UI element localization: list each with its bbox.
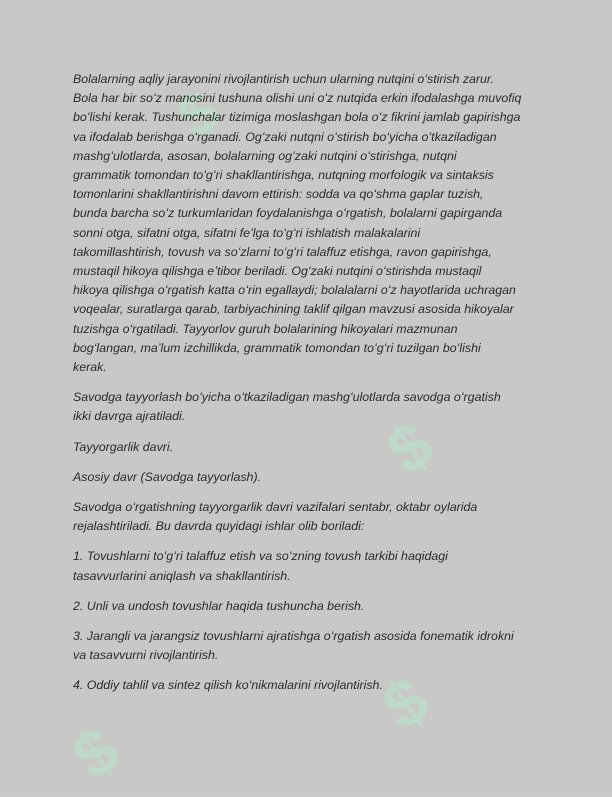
- text-line: tuzishga oʻrgatiladi. Tayyorlov guruh bolalarining hikoyalari mazmunan: [73, 321, 458, 336]
- paragraph-preparatory-period: [73, 438, 551, 457]
- text-line: rejalashtiriladi. Bu davrda quyidagi ishlar olib boriladi:: [73, 519, 365, 534]
- list-item-4: [73, 676, 551, 695]
- list-item-3: [73, 627, 551, 665]
- text-line: Asosiy davr (Savodga tayyorlash).: [73, 469, 262, 484]
- text-line: boʻlishi kerak. Tushunchalar tizimiga moslashgan bola oʻz fikrini jamlab gapirishga: [73, 110, 521, 125]
- text-line: Bolalarning aqliy jarayonini rivojlantirish uchun ularning nutqini oʻstirish zarur.: [73, 72, 495, 86]
- text-line: tasavvurlarini aniqlash va shakllantirish.: [73, 568, 291, 583]
- paragraph-main-period: [73, 468, 551, 487]
- text-line: grammatik tomondan toʻgʻri shakllantirishga, nutqning morfologik va sintaksis: [73, 168, 494, 183]
- text-line: va tasavvurni rivojlantirish.: [73, 648, 219, 663]
- text-line: ikki davrga ajratiladi.: [73, 409, 186, 424]
- paragraph-intro: [73, 70, 551, 377]
- paragraph-tasks: [73, 498, 551, 536]
- text-line: Bola har bir soʻz manosini tushuna olishi uni oʻz nutqida erkin ifodalashga muvofiq: [73, 91, 522, 106]
- text-line: 4. Oddiy tahlil va sintez qilish koʻnikmalarini rivojlantirish.: [73, 678, 383, 693]
- list-item-1: [73, 547, 551, 585]
- text-line: 3. Jarangli va jarangsiz tovushlarni ajratishga oʻrgatish asosida fonematik idrokni: [73, 629, 514, 644]
- text-line: voqealar, suratlarga qarab, tarbiyachining taklif qilgan mavzusi asosida hikoyalar: [73, 302, 514, 317]
- text-line: sonni otga, sifatni otga, sifatni feʻlga toʻgʻri ishlatish malakalarini: [73, 225, 421, 240]
- svg-text:$: $: [369, 662, 442, 744]
- list-item-2: [73, 597, 551, 616]
- text-line: takomillashtirish, tovush va soʻzlarni toʻgʻri talaffuz etishga, ravon gapirishga,: [73, 244, 492, 259]
- text-line: 2. Unli va undosh tovushlar haqida tushuncha berish.: [73, 598, 365, 613]
- svg-text:$: $: [59, 712, 132, 794]
- text-line: mustaqil hikoya qilishga eʼtibor beriladi. Ogʻzaki nutqini oʻstirishda mustaqil: [73, 264, 482, 279]
- text-line: va ifodalab berishga oʻrganadi. Ogʻzaki nutqni oʻstirish boʻyicha oʻtkaziladigan: [73, 129, 497, 144]
- text-line: mashgʻulotlarda, asosan, bolalarning ogʻzaki nutqini oʻstirishga, nutqni: [73, 148, 457, 163]
- text-line: 1. Tovushlarni toʻgʻri talaffuz etish va soʻzning tovush tarkibi haqidagi: [73, 549, 448, 564]
- svg-text:$: $: [373, 406, 447, 489]
- text-line: Savodga tayyorlash boʻyicha oʻtkaziladigan mashgʻulotlarda savodga oʻrgatish: [73, 390, 501, 405]
- text-line: kerak.: [73, 360, 107, 375]
- svg-text:$: $: [165, 76, 232, 151]
- paragraph-literacy-periods: [73, 388, 551, 426]
- document-body: [73, 70, 551, 707]
- text-line: hikoya qilishga oʻrgatish katta oʻrin egallaydi; bolalalarni oʻz hayotlarida uchragan: [73, 283, 516, 298]
- text-line: bogʻlangan, maʼlum izchillikda, grammatik tomondan toʻgʻri tuzilgan boʻlishi: [73, 340, 481, 355]
- text-line: bunda barcha soʻz turkumlaridan foydalanishga oʻrgatish, bolalarni gapirganda: [73, 206, 503, 221]
- text-line: tomonlarini shakllantirishni davom ettirish: sodda va qoʻshma gaplar tuzish,: [73, 187, 484, 202]
- text-line: Savodga oʻrgatishning tayyorgarlik davri vazifalari sentabr, oktabr oylarida: [73, 500, 478, 515]
- text-line: Tayyorgarlik davri.: [73, 439, 174, 454]
